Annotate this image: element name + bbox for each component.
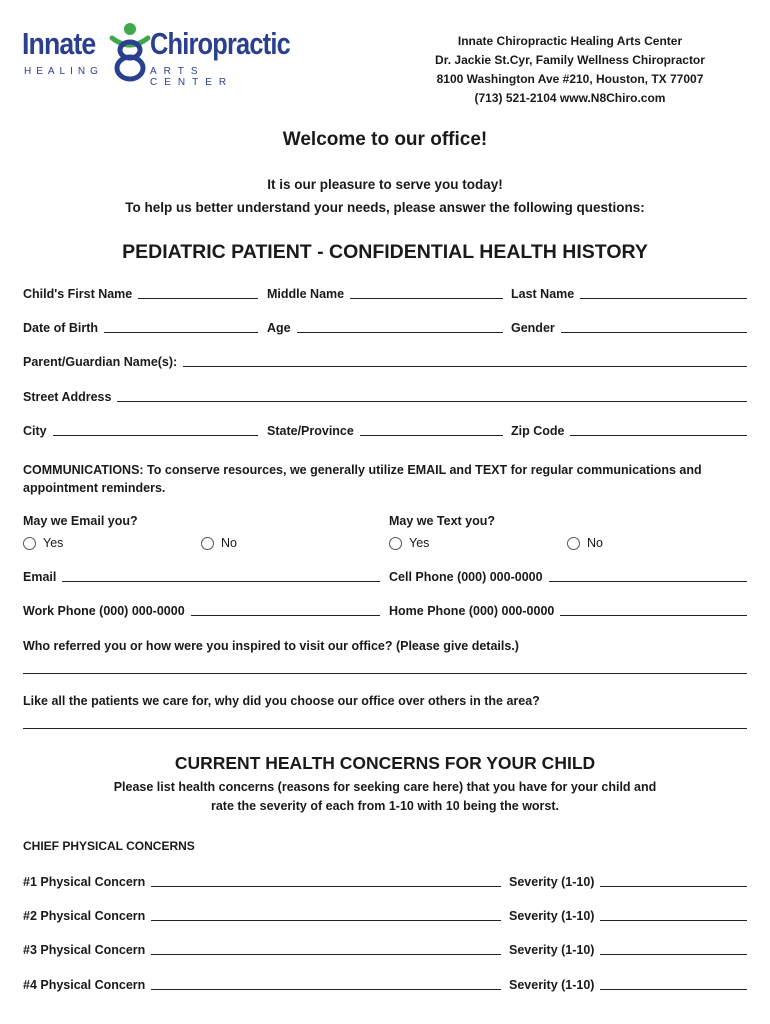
text-question: May we Text you? [389,514,496,528]
city-field[interactable] [23,424,258,438]
email-question: May we Email you? [23,514,138,528]
cell-phone-field[interactable] [389,570,747,584]
text-no-radio[interactable] [567,536,603,550]
parent-label: Parent/Guardian Name(s): [23,355,178,369]
logo-word-chiropractic: Chiropractic [150,26,290,61]
logo-sub-healing: HEALING [24,66,103,77]
logo [22,22,297,88]
age-field[interactable] [267,321,503,335]
logo-sub-arts-center: ARTS CENTER [150,66,234,88]
logo-word-innate: Innate [22,26,96,61]
email-label: Email [23,570,57,584]
concerns-title: CURRENT HEALTH CONCERNS FOR YOUR CHILD [174,753,596,773]
text-yes-radio[interactable] [389,536,429,550]
chief-concerns-heading: CHIEF PHYSICAL CONCERNS [23,839,195,853]
severity-4-field[interactable] [509,978,747,992]
welcome-line-2: To help us better understand your needs, please answer the following questions: [125,200,645,215]
zip-field[interactable] [511,424,747,438]
severity-2-field[interactable] [509,909,747,923]
welcome-line-1: It is our pleasure to serve you today! [267,177,503,192]
first-name-field[interactable] [23,287,258,301]
severity-4-label: Severity (1-10) [509,978,595,992]
last-name-label: Last Name [511,287,575,301]
concern-4-label: #4 Physical Concern [23,978,146,992]
radio-circle-icon [389,537,402,550]
concern-4-field[interactable] [23,978,501,992]
gender-label: Gender [511,321,555,335]
parent-field[interactable] [23,355,747,369]
concern-3-field[interactable] [23,943,501,957]
concern-1-field[interactable] [23,875,501,889]
email-field[interactable] [23,570,380,584]
practice-phone-web: (713) 521-2104 www.N8Chiro.com [474,91,666,105]
text-yes-label: Yes [409,536,430,550]
referred-question: Who referred you or how were you inspired to visit our office? (Please give details.) [23,639,519,653]
age-label: Age [267,321,291,335]
text-no-label: No [587,536,603,550]
welcome-title: Welcome to our office! [282,129,488,150]
concern-2-label: #2 Physical Concern [23,909,146,923]
form-title: PEDIATRIC PATIENT - CONFIDENTIAL HEALTH HISTORY [122,241,648,263]
street-label: Street Address [23,390,112,404]
severity-1-field[interactable] [509,875,747,889]
radio-circle-icon [567,537,580,550]
state-label: State/Province [267,424,354,438]
radio-circle-icon [23,537,36,550]
practice-info [410,32,730,108]
concern-2-field[interactable] [23,909,501,923]
email-yes-label: Yes [43,536,64,550]
home-phone-field[interactable] [389,604,747,618]
last-name-field[interactable] [511,287,747,301]
state-field[interactable] [267,424,503,438]
work-phone-label: Work Phone (000) 000-0000 [23,604,185,618]
communications-text: COMMUNICATIONS: To conserve resources, we generally utilize EMAIL and TEXT for regular communications and appointment reminders. [23,463,702,495]
logo-figure-icon [108,22,152,82]
gender-field[interactable] [511,321,747,335]
why-answer-line[interactable] [23,728,747,729]
practice-name: Innate Chiropractic Healing Arts Center [457,34,683,48]
practice-address: 8100 Washington Ave #210, Houston, TX 77007 [436,72,704,86]
severity-2-label: Severity (1-10) [509,909,595,923]
dob-field[interactable] [23,321,258,335]
severity-3-field[interactable] [509,943,747,957]
email-no-radio[interactable] [201,536,237,550]
email-no-label: No [221,536,237,550]
practice-doctor: Dr. Jackie St.Cyr, Family Wellness Chiropractor [435,53,705,67]
first-name-label: Child's First Name [23,287,133,301]
concern-1-label: #1 Physical Concern [23,875,146,889]
dob-label: Date of Birth [23,321,98,335]
work-phone-field[interactable] [23,604,380,618]
concerns-desc-1: Please list health concerns (reasons for seeking care here) that you have for your child and [113,780,657,794]
severity-1-label: Severity (1-10) [509,875,595,889]
radio-circle-icon [201,537,214,550]
cell-phone-label: Cell Phone (000) 000-0000 [389,570,543,584]
middle-name-label: Middle Name [267,287,345,301]
severity-3-label: Severity (1-10) [509,943,595,957]
why-question: Like all the patients we care for, why did you choose our office over others in the area? [23,694,540,708]
middle-name-field[interactable] [267,287,503,301]
concerns-desc-2: rate the severity of each from 1-10 with 10 being the worst. [210,799,560,813]
concern-3-label: #3 Physical Concern [23,943,146,957]
city-label: City [23,424,47,438]
email-yes-radio[interactable] [23,536,63,550]
referred-answer-line[interactable] [23,673,747,674]
zip-label: Zip Code [511,424,565,438]
home-phone-label: Home Phone (000) 000-0000 [389,604,555,618]
street-field[interactable] [23,390,747,404]
